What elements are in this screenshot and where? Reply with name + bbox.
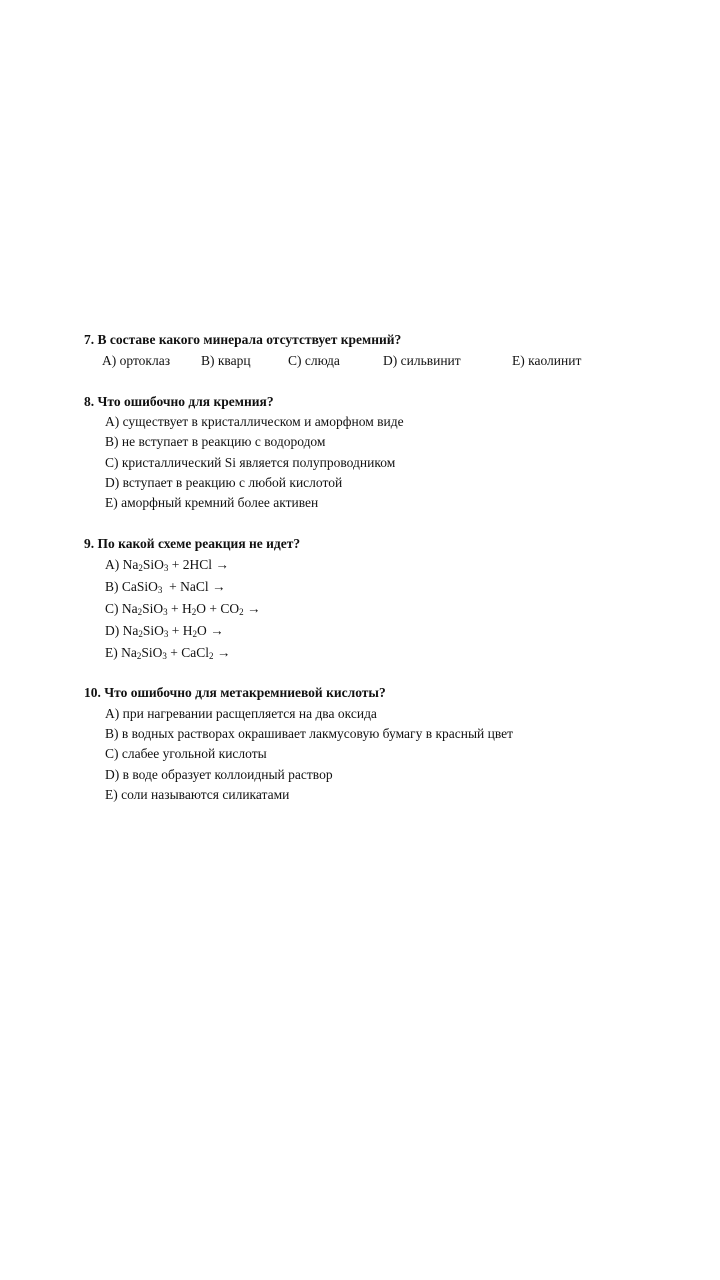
question-9-option-b [105,579,226,595]
question-9-title: 9. По какой схеме реакция не идет? [84,536,301,551]
question-8-option-d: D) вступает в реакцию с любой кислотой [105,475,343,490]
question-10-option-d: D) в воде образует коллоидный раствор [105,767,333,782]
question-9-option-d [105,623,224,639]
reaction-formula: CaSiO$_3$ + NaCl → [121,579,226,595]
question-8-option-e: E) аморфный кремний более активен [105,495,319,510]
question-9-option-e [105,645,230,661]
question-7-option-b: B) кварц [201,353,251,368]
question-10-title: 10. Что ошибочно для метакремниевой кислоты? [84,685,386,700]
question-8-option-a: A) существует в кристаллическом и аморфном виде [105,414,404,429]
question-10-option-a: A) при нагревании расщепляется на два оксида [105,706,377,721]
question-7-option-d: D) сильвинит [383,353,461,368]
option-letter: E) [105,645,118,660]
reaction-formula: $Na_2SiO_3 + H_2O$ → [122,623,224,639]
question-9-option-c [105,601,261,617]
option-letter: B) [105,579,119,594]
question-10-option-b: B) в водных растворах окрашивает лакмусовую бумагу в красный цвет [105,726,514,741]
question-8-option-b: B) не вступает в реакцию с водородом [105,434,326,449]
question-7-title: 7. В составе какого минерала отсутствует кремний? [84,332,402,347]
question-7-option-c: C) слюда [288,353,340,368]
option-letter: C) [105,601,119,616]
option-letter: A) [105,557,120,572]
option-letter: D) [105,623,120,638]
question-7-option-a: A) ортоклаз [102,353,171,368]
question-8-option-c: C) кристаллический Si является полупроводником [105,455,396,470]
question-10-option-e: E) соли называются силикатами [105,787,290,802]
question-9-option-a [105,557,229,573]
reaction-formula: $Na_2SiO_3 + H_2O + CO_2$ → [121,601,261,617]
question-8-title: 8. Что ошибочно для кремния? [84,394,274,409]
question-7-option-e: E) каолинит [512,353,582,368]
reaction-formula: $Na_2SiO_3 + 2HCl$ → [122,557,229,573]
reaction-formula: $Na_2SiO_3$ + CaCl$_2$ → [121,645,231,661]
question-10-option-c: C) слабее угольной кислоты [105,746,267,761]
